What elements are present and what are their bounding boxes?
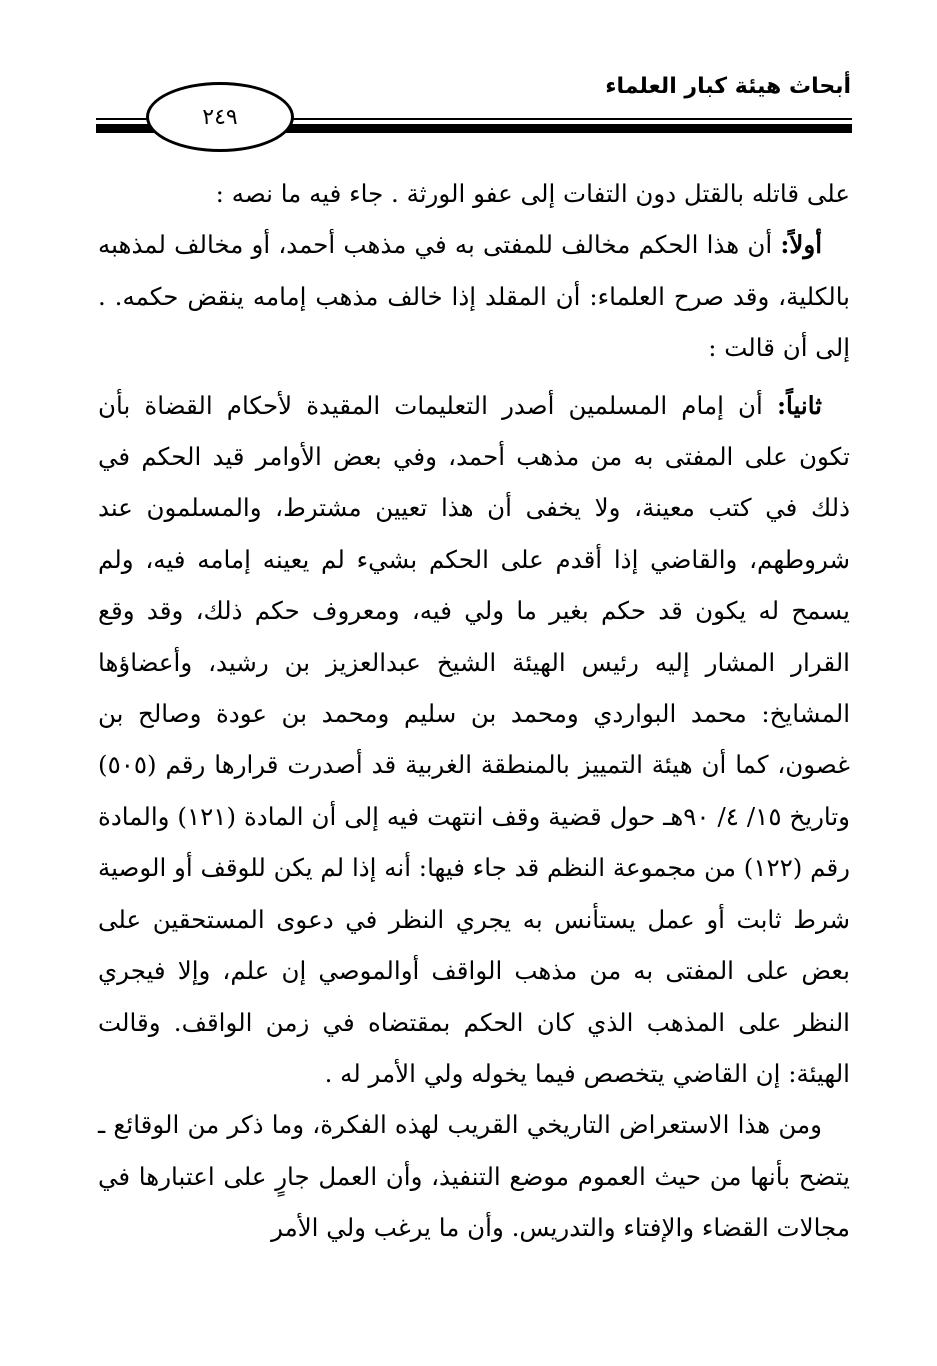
paragraph-2 bbox=[98, 219, 850, 373]
paragraph-1 bbox=[98, 168, 850, 219]
paragraph-1-text: على قاتله بالقتل دون التفات إلى عفو الورثة . جاء فيه ما نصه : bbox=[215, 179, 850, 208]
paragraph-2-lead: أولاً: bbox=[780, 230, 822, 260]
paragraph-3-lead: ثانياً: bbox=[776, 390, 822, 420]
paragraph-3 bbox=[98, 380, 850, 1100]
page-number: ٢٤٩ bbox=[146, 82, 294, 152]
paragraph-4 bbox=[98, 1099, 850, 1253]
paragraph-2-text: أن هذا الحكم مخالف للمفتى به في مذهب أحمد، أو مخالف لمذهبه بالكلية، وقد صرح العلماء: أن المقلد إذا خالف مذهب إمامه ينقض حكمه. . إلى أن قالت : bbox=[98, 230, 850, 363]
body-text bbox=[98, 168, 850, 1254]
paragraph-4-text: ومن هذا الاستعراض التاريخي القريب لهذه الفكرة، وما ذكر من الوقائع ـ يتضح بأنها من حيث العموم موضع التنفيذ، وأن العمل جارٍ على اعتبارها في مجالات القضاء والإفتاء والتدريس. وأن ما يرغب ولي الأمر bbox=[98, 1110, 850, 1243]
running-title: أبحاث هيئة كبار العلماء bbox=[605, 74, 851, 99]
paragraph-3-text: أن إمام المسلمين أصدر التعليمات المقيدة لأحكام القضاة بأن تكون على المفتى به من مذهب أحمد، وفي بعض الأوامر قيد الحكم في ذلك في كتب معينة، ولا يخفى أن هذا تعيين مشترط، والمسلمون عند شروطهم، والقاضي إذا أقدم على الحكم بشيء لم يعينه إمامه فيه، ولم يسمح له يكون قد حكم بغير ما ولي فيه، ومعروف حكم ذلك، وقد وقع القرار المشار إليه رئيس الهيئة الشيخ عبدالعزيز بن رشيد، وأعضاؤها المشايخ: محمد البواردي ومحمد بن سليم ومحمد بن عودة وصالح بن غصون، كما أن هيئة التمييز بالمنطقة الغربية قد أصدرت قرارها رقم (٥٠٥) وتاريخ ١٥/ ٤/ ٩٠هـ حول قضية وقف انتهت فيه إلى أن المادة (١٢١) والمادة رقم (١٢٢) من مجموعة النظم قد جاء فيها: أنه إذا لم يكن للوقف أو الوصية شرط ثابت أو عمل يستأنس به يجري النظر في دعوى المستحقين على بعض على المفتى به من مذهب الواقف أوالموصي إن علم، وإلا فيجري النظر على المذهب الذي كان الحكم بمقتضاه في زمن الواقف. وقالت الهيئة: إن القاضي يتخصص فيما يخوله ولي الأمر له . bbox=[98, 390, 851, 1088]
